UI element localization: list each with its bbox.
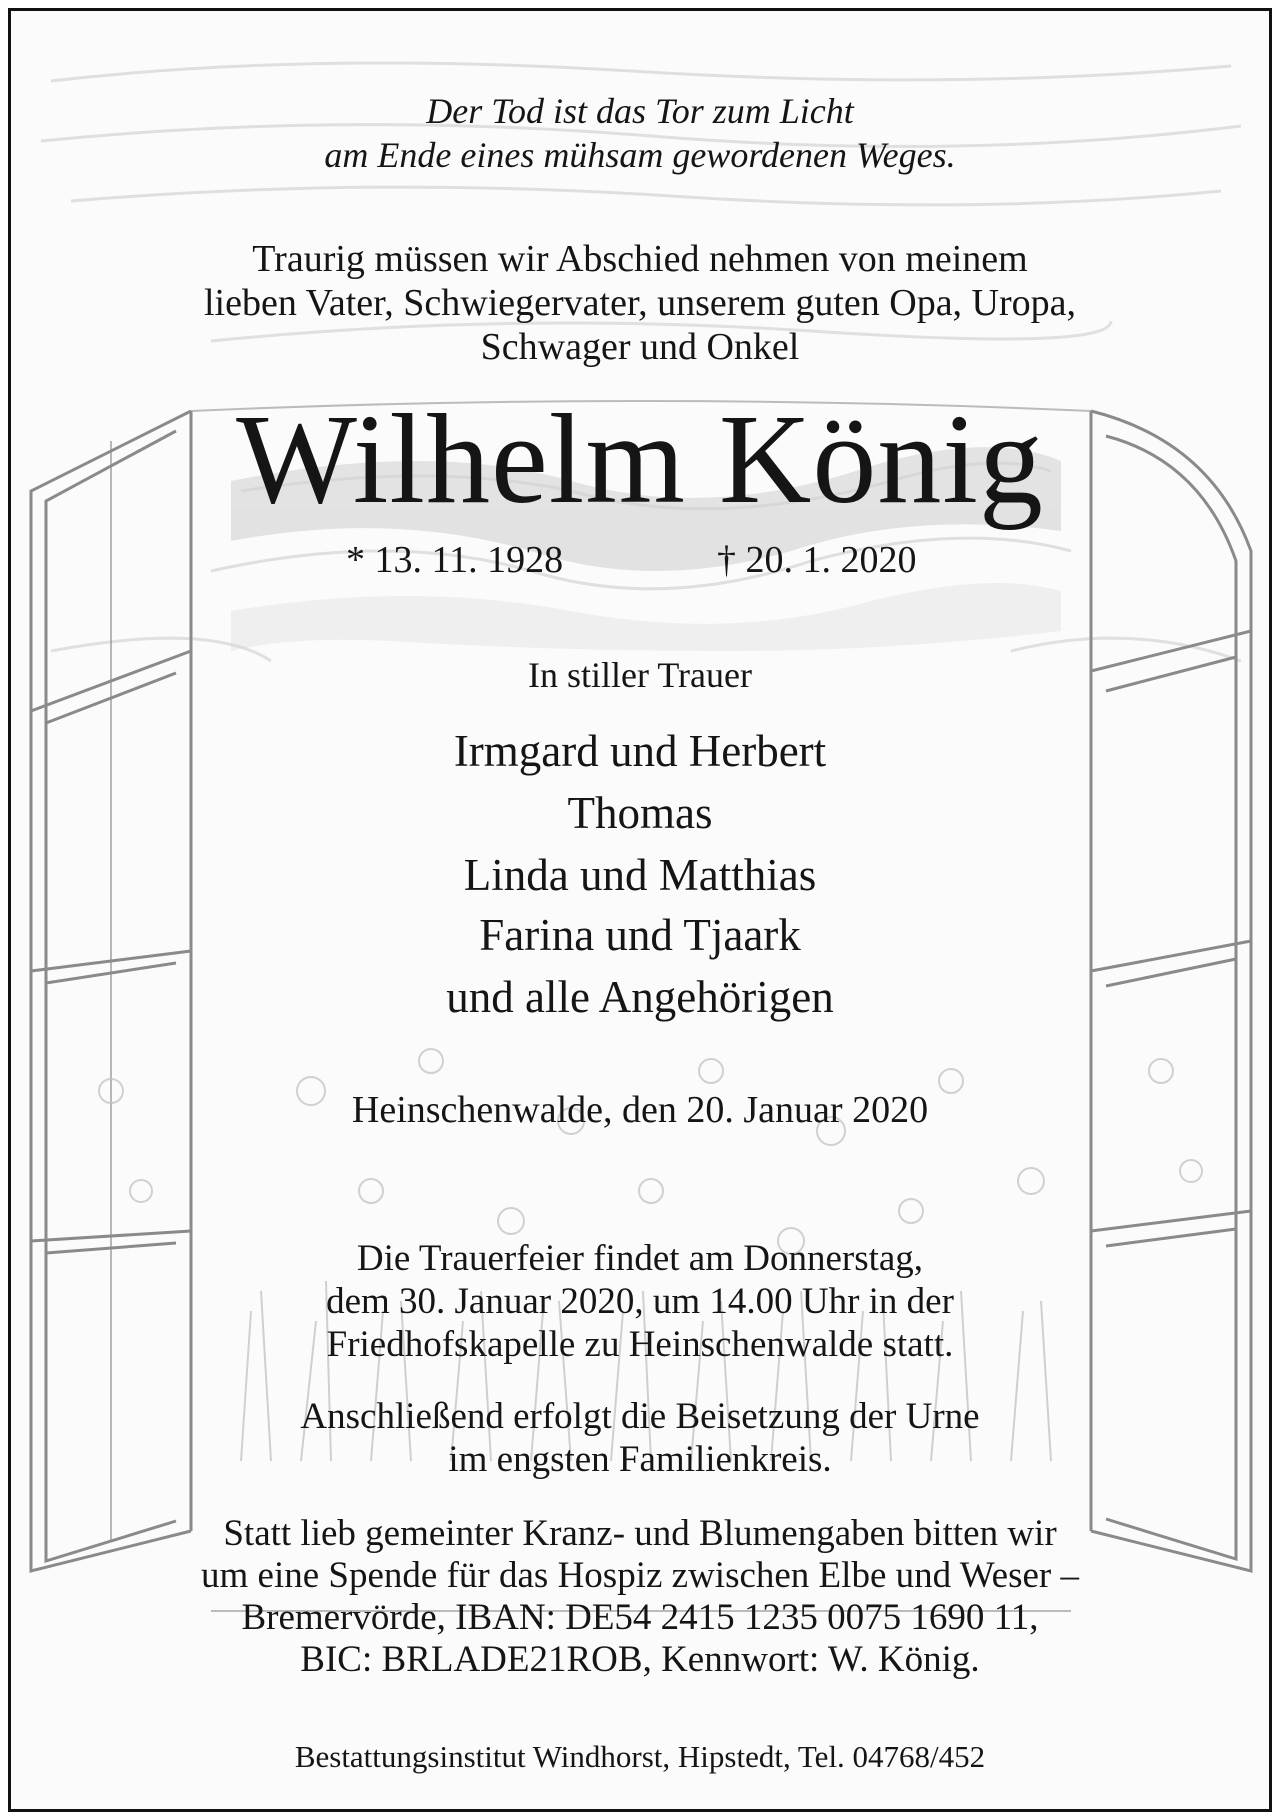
donation-line-1: Statt lieb gemeinter Kranz- und Blumengaben bitten wir xyxy=(223,1513,1057,1554)
deceased-name: Wilhelm König xyxy=(236,388,1044,530)
burial-line-1: Anschließend erfolgt die Beisetzung der Urne xyxy=(300,1396,980,1437)
death-date: † 20. 1. 2020 xyxy=(717,539,917,581)
birth-date: * 13. 11. 1928 xyxy=(346,539,564,581)
ceremony-line-2: dem 30. Januar 2020, um 14.00 Uhr in der xyxy=(326,1281,954,1322)
motto-line-1: Der Tod ist das Tor zum Licht xyxy=(426,91,854,131)
place-date: Heinschenwalde, den 20. Januar 2020 xyxy=(351,1089,929,1131)
burial-line-2: im engsten Familienkreis. xyxy=(448,1439,832,1480)
donation-line-2: um eine Spende für das Hospiz zwischen Elbe und Weser – xyxy=(201,1555,1079,1596)
family-member: Farina und Tjaark xyxy=(479,910,801,960)
life-dates xyxy=(11,537,1269,583)
family-member: Linda und Matthias xyxy=(463,850,817,900)
funeral-home: Bestattungsinstitut Windhorst, Hipstedt, Tel. 04768/452 xyxy=(294,1739,986,1774)
intro-line-2: lieben Vater, Schwiegervater, unserem guten Opa, Uropa, xyxy=(203,282,1077,324)
intro-line-3: Schwager und Onkel xyxy=(480,326,800,368)
motto-line-2: am Ende eines mühsam gewordenen Weges. xyxy=(324,135,956,175)
donation-line-3: Bremervörde, IBAN: DE54 2415 1235 0075 1690 11, xyxy=(241,1597,1039,1638)
obituary-frame xyxy=(8,8,1272,1812)
obituary-text xyxy=(11,11,1269,1809)
intro-line-1: Traurig müssen wir Abschied nehmen von meinem xyxy=(252,238,1028,280)
ceremony-line-3: Friedhofskapelle zu Heinschenwalde statt. xyxy=(326,1324,954,1365)
ceremony-line-1: Die Trauerfeier findet am Donnerstag, xyxy=(356,1238,924,1279)
mourning-line: In stiller Trauer xyxy=(528,655,752,695)
family-member: und alle Angehörigen xyxy=(446,972,834,1022)
family-member: Thomas xyxy=(567,788,713,838)
family-member: Irmgard und Herbert xyxy=(453,726,827,776)
donation-line-4: BIC: BRLADE21ROB, Kennwort: W. König. xyxy=(300,1639,980,1680)
